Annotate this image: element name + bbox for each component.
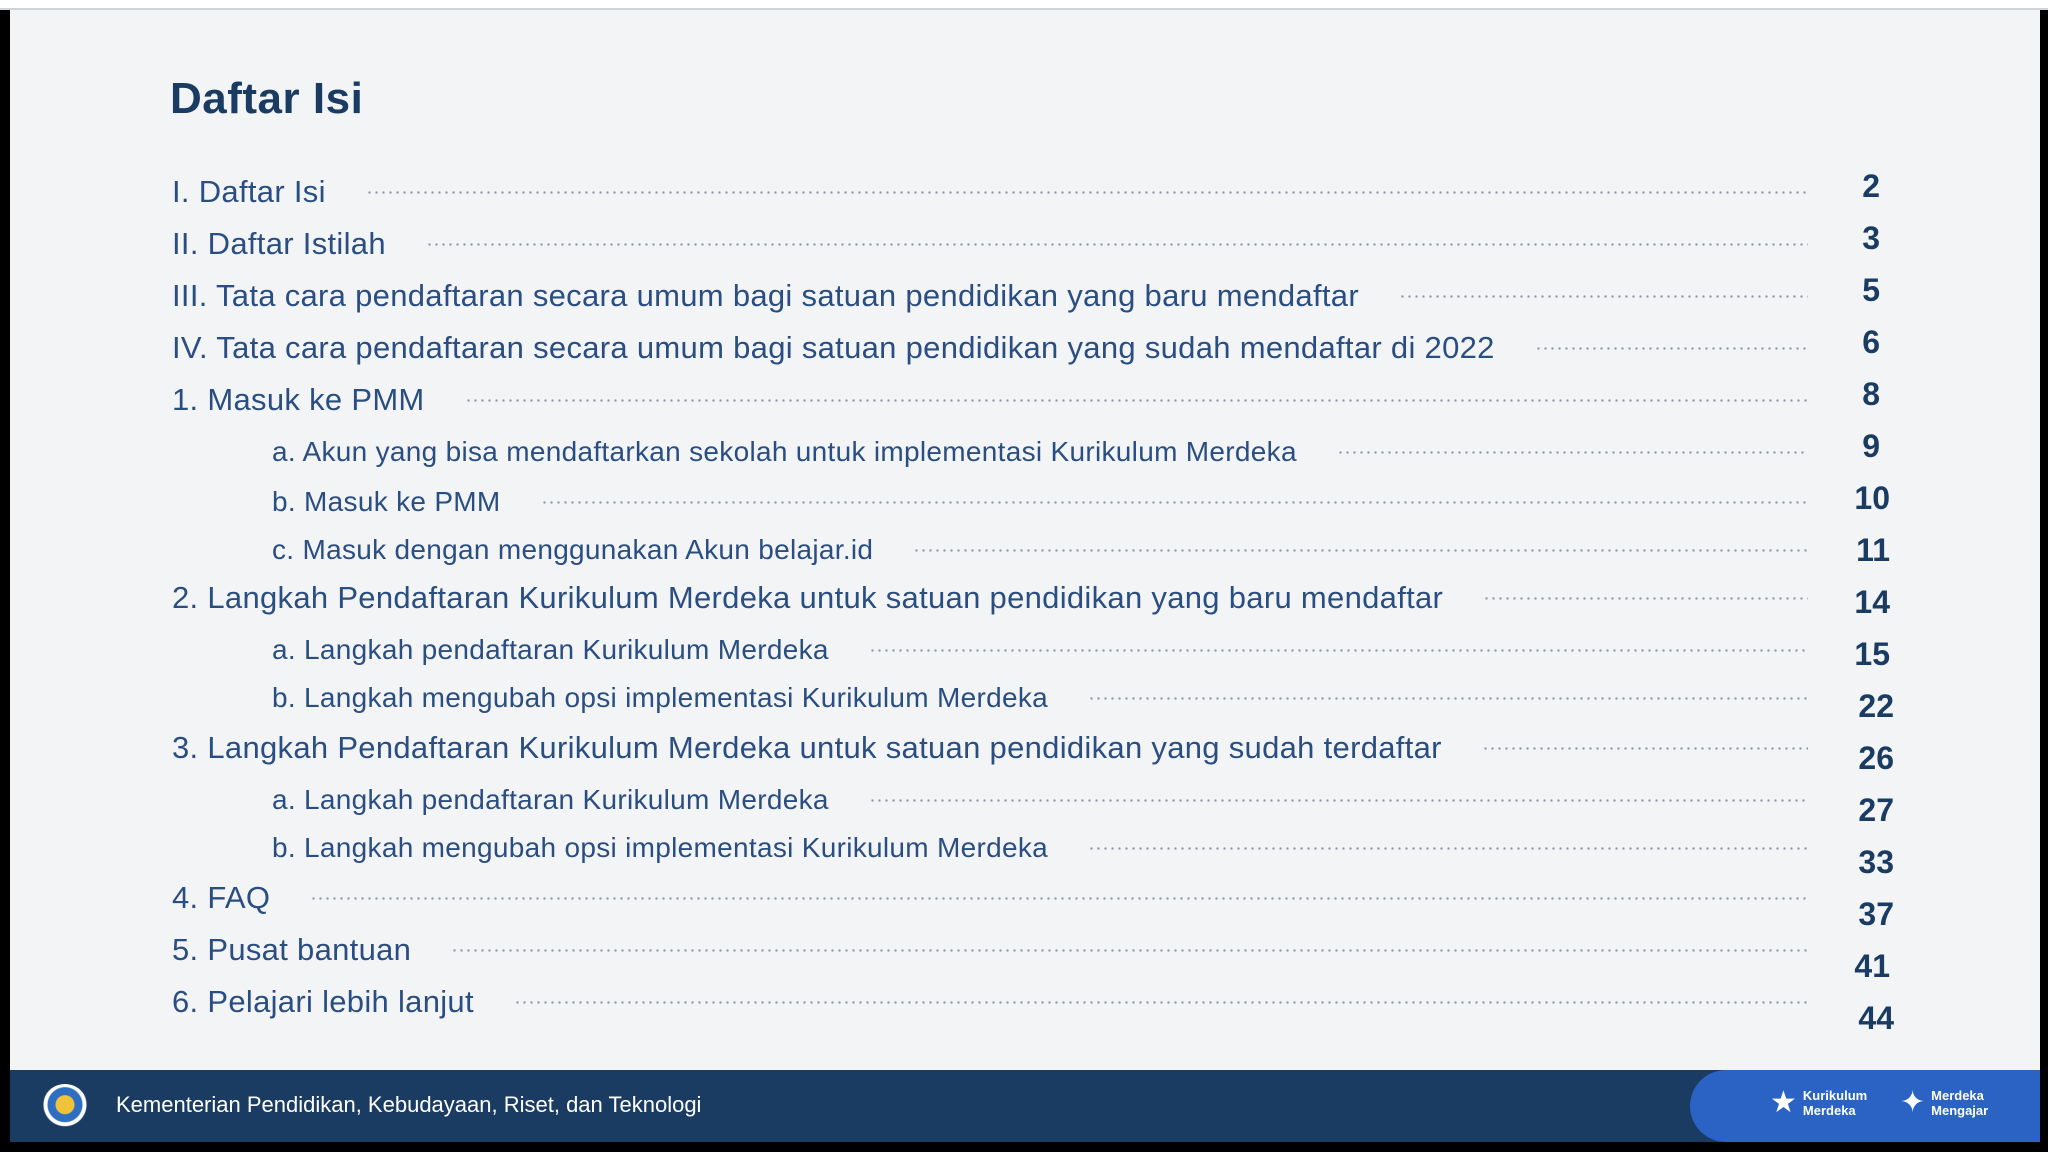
page-title: Daftar Isi <box>170 74 364 123</box>
toc-entry-label: III. Tata cara pendaftaran secara umum bagi satuan pendidikan yang baru mendaftar <box>172 278 1359 313</box>
toc-entry[interactable] <box>172 276 1820 316</box>
toc-entry-label: IV. Tata cara pendaftaran secara umum bagi satuan pendidikan yang sudah mendaftar di 2022 <box>172 330 1495 365</box>
toc-page-number: 11 <box>1856 532 1890 568</box>
toc-leader <box>913 549 1808 552</box>
toc-entry-label: II. Daftar Istilah <box>172 226 386 261</box>
top-bar <box>0 0 2048 10</box>
toc-leader <box>1483 597 1808 600</box>
toc-entry[interactable] <box>172 224 1820 264</box>
toc-page-number: 3 <box>1862 220 1880 256</box>
toc-page-number: 44 <box>1858 1000 1894 1036</box>
toc-leader <box>1535 347 1808 350</box>
toc-entry-label: 5. Pusat bantuan <box>172 932 412 967</box>
toc-page-number: 37 <box>1858 896 1894 932</box>
toc-page-number: 22 <box>1858 688 1894 724</box>
logo-text-line: Kurikulum <box>1802 1088 1868 1103</box>
toc-entry[interactable] <box>172 380 1820 420</box>
toc-entry[interactable] <box>172 172 1820 212</box>
toc-page-number: 27 <box>1858 792 1894 828</box>
toc-leader <box>451 949 1808 952</box>
toc-subentry[interactable] <box>272 780 1820 820</box>
running-figure-icon: ★ <box>1770 1086 1797 1119</box>
toc-subentry[interactable] <box>272 482 1820 522</box>
toc-page-number: 41 <box>1854 948 1890 984</box>
toc-leader <box>1337 451 1808 454</box>
toc-entry-label: a. Akun yang bisa mendaftarkan sekolah untuk implementasi Kurikulum Merdeka <box>272 436 1297 467</box>
toc-page-number: 15 <box>1854 636 1890 672</box>
toc-leader <box>541 501 1808 504</box>
toc-leader <box>1088 697 1808 700</box>
toc-page-number: 6 <box>1862 324 1880 360</box>
toc-entry[interactable] <box>172 930 1820 970</box>
toc-page-number: 8 <box>1862 376 1880 412</box>
toc-entry-label: a. Langkah pendaftaran Kurikulum Merdeka <box>272 634 829 665</box>
footer <box>10 1070 2040 1142</box>
toc-entry-label: I. Daftar Isi <box>172 174 326 209</box>
toc-subentry[interactable] <box>272 432 1820 472</box>
toc-page-number: 10 <box>1854 480 1890 516</box>
toc-leader <box>869 649 1808 652</box>
toc-page-number: 9 <box>1862 428 1880 464</box>
toc-subentry[interactable] <box>272 630 1820 670</box>
toc-leader <box>465 399 1808 402</box>
toc-subentry[interactable] <box>272 530 1820 570</box>
toc-entry-label: 2. Langkah Pendaftaran Kurikulum Merdeka untuk satuan pendidikan yang baru mendaftar <box>172 580 1444 615</box>
toc-entry[interactable] <box>172 878 1820 918</box>
toc-entry-label: 1. Masuk ke PMM <box>172 382 425 417</box>
toc-entry-label: c. Masuk dengan menggunakan Akun belajar.id <box>272 534 874 565</box>
toc-entry-label: a. Langkah pendaftaran Kurikulum Merdeka <box>272 784 829 815</box>
toc-entry[interactable] <box>172 982 1820 1022</box>
toc-subentry[interactable] <box>272 828 1820 868</box>
toc-leader <box>514 1001 1808 1004</box>
toc-entry-label: b. Masuk ke PMM <box>272 486 501 517</box>
toc-entry-label: b. Langkah mengubah opsi implementasi Kurikulum Merdeka <box>272 832 1049 863</box>
toc-leader <box>426 243 1808 246</box>
toc-page-number: 2 <box>1862 168 1880 204</box>
toc-page-number: 5 <box>1862 272 1880 308</box>
toc-leader <box>1088 847 1808 850</box>
logo-text-line: Merdeka <box>1931 1088 1984 1103</box>
toc-entry-label: 6. Pelajari lebih lanjut <box>172 984 474 1019</box>
ministry-name: Kementerian Pendidikan, Kebudayaan, Riset, dan Teknologi <box>116 1092 702 1117</box>
toc-page-number: 33 <box>1858 844 1894 880</box>
toc-page-number: 26 <box>1858 740 1894 776</box>
logo-text-line: Merdeka <box>1802 1103 1856 1118</box>
toc-entry-label: 3. Langkah Pendaftaran Kurikulum Merdeka untuk satuan pendidikan yang sudah terdaftar <box>172 730 1442 765</box>
kurikulum-merdeka-logo <box>1770 1088 1867 1118</box>
toc-leader <box>310 897 1808 900</box>
toc-entry-label: b. Langkah mengubah opsi implementasi Kurikulum Merdeka <box>272 682 1049 713</box>
toc-leader <box>1482 747 1808 750</box>
toc-leader <box>1399 295 1808 298</box>
brand-logos <box>1690 1070 2040 1142</box>
toc-entry[interactable] <box>172 578 1820 618</box>
slide <box>10 10 2040 1142</box>
toc-leader <box>366 191 1808 194</box>
merdeka-mengajar-logo <box>1900 1088 1988 1118</box>
figure-icon: ✦ <box>1900 1086 1926 1119</box>
ministry-emblem-icon <box>42 1084 88 1130</box>
toc-entry[interactable] <box>172 728 1820 768</box>
toc-leader <box>869 799 1808 802</box>
toc-subentry[interactable] <box>272 678 1820 718</box>
table-of-contents <box>10 10 2040 1142</box>
toc-page-number: 14 <box>1854 584 1890 620</box>
logo-text-line: Mengajar <box>1931 1103 1989 1118</box>
toc-entry[interactable] <box>172 328 1820 368</box>
toc-entry-label: 4. FAQ <box>172 880 271 915</box>
